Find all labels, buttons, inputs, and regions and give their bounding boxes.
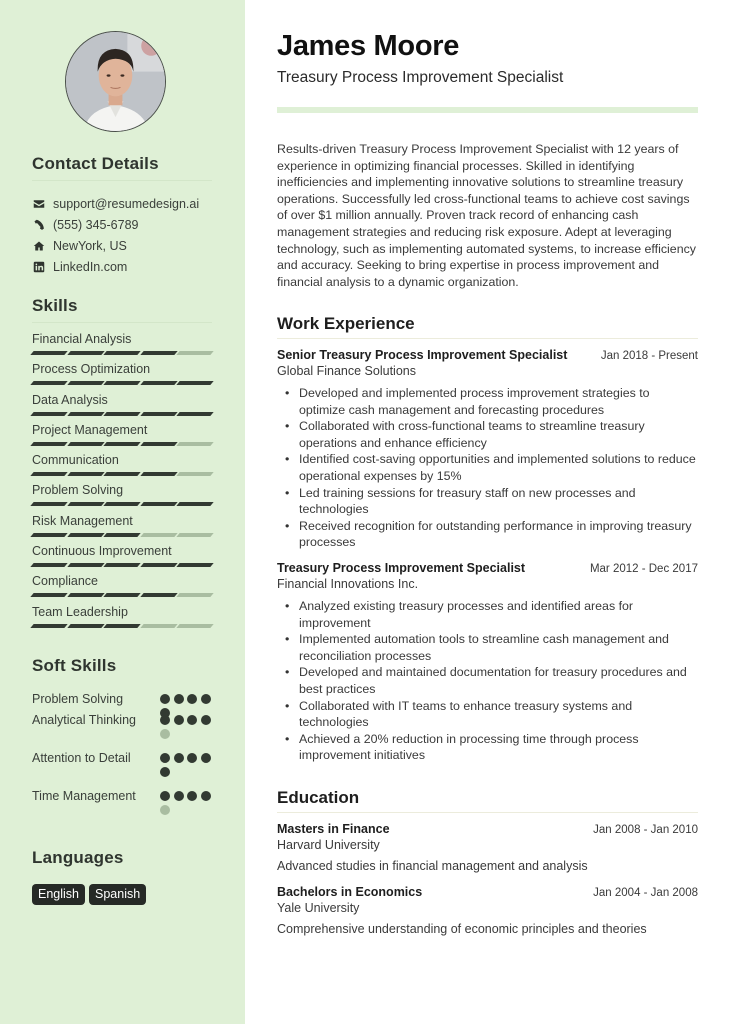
soft-skill-rating xyxy=(160,788,212,815)
skill-name: Data Analysis xyxy=(32,392,108,407)
contact-linkedin-text: LinkedIn.com xyxy=(53,259,128,274)
soft-skill-item xyxy=(32,712,212,739)
job-header xyxy=(277,348,698,362)
skill-level-segment xyxy=(67,563,104,567)
work-divider xyxy=(277,338,698,339)
job-header xyxy=(277,561,698,575)
skill-level-segment xyxy=(140,624,177,628)
contact-email[interactable] xyxy=(32,193,199,214)
skill-item xyxy=(32,361,212,391)
soft-skill-name: Attention to Detail xyxy=(32,751,131,765)
skill-level-bar xyxy=(32,412,212,416)
skill-level-segment xyxy=(30,442,67,446)
sidebar xyxy=(0,0,245,1024)
skill-item xyxy=(32,604,212,634)
skill-item xyxy=(32,452,212,482)
skill-level-segment xyxy=(67,381,104,385)
soft-skills-heading: Soft Skills xyxy=(32,656,117,675)
skill-level-bar xyxy=(32,472,212,476)
skill-level-segment xyxy=(30,593,67,597)
soft-skill-item xyxy=(32,750,212,777)
job-bullet: • Developed and maintained documentation for treasury procedures and best practices xyxy=(277,664,698,697)
education-entry xyxy=(277,885,698,937)
skill-name: Team Leadership xyxy=(32,604,128,619)
rating-dot xyxy=(160,791,170,801)
skill-level-segment xyxy=(176,563,213,567)
job-role: Treasury Process Improvement Specialist xyxy=(277,561,526,575)
skill-level-segment xyxy=(176,412,213,416)
skill-level-segment xyxy=(30,563,67,567)
job-bullet: • Analyzed existing treasury processes and identified areas for improvement xyxy=(277,598,698,631)
rating-dot xyxy=(201,715,211,725)
soft-skill-item xyxy=(32,788,212,815)
skill-level-segment xyxy=(30,351,67,355)
job-bullet: • Implemented automation tools to streamline cash management and reconciliation processes xyxy=(277,631,698,664)
education-header xyxy=(277,822,698,836)
skill-level-segment xyxy=(103,563,140,567)
job-bullet: • Led training sessions for treasury staff on new processes and technologies xyxy=(277,485,698,518)
skill-level-segment xyxy=(140,442,177,446)
education-dates: Jan 2008 - Jan 2010 xyxy=(593,824,698,836)
rating-dot xyxy=(174,753,184,763)
candidate-name: James Moore xyxy=(277,30,460,62)
skill-level-segment xyxy=(140,351,177,355)
contact-phone-text: (555) 345-6789 xyxy=(53,217,139,232)
skill-level-segment xyxy=(67,351,104,355)
skill-name: Communication xyxy=(32,453,119,468)
skill-level-segment xyxy=(103,533,140,537)
skill-item xyxy=(32,573,212,603)
profile-summary: Results-driven Treasury Process Improvement Specialist with 12 years of experience in optimizing financial processes. Skilled in identifying inefficiencies and implementing innovative solutions to streamline treasury operations. Successfully led cross-functional teams to achieve cost savings of over $1 million annually. Proven track record of enhancing cash management strategies and reducing risk exposure. Adept at leveraging technology, such as implementing automated systems, to increase efficiency and accuracy. Seeking to bring expertise in process improvement and financial analysis to a dynamic organization. xyxy=(277,142,696,289)
skill-name: Project Management xyxy=(32,422,148,437)
skill-level-segment xyxy=(30,624,67,628)
skill-level-bar xyxy=(32,533,212,537)
skill-level-segment xyxy=(176,442,213,446)
job-entry xyxy=(277,561,698,764)
skill-level-bar xyxy=(32,442,212,446)
skills-list xyxy=(32,331,212,634)
skill-level-bar xyxy=(32,624,212,628)
skill-item xyxy=(32,482,212,512)
skill-item xyxy=(32,513,212,543)
job-dates: Mar 2012 - Dec 2017 xyxy=(589,563,698,575)
skill-level-segment xyxy=(103,624,140,628)
skill-level-segment xyxy=(140,412,177,416)
rating-dot xyxy=(187,753,197,763)
skill-level-segment xyxy=(140,593,177,597)
job-bullets xyxy=(277,598,698,764)
education-entry xyxy=(277,822,698,874)
skill-level-segment xyxy=(176,624,213,628)
skill-level-segment xyxy=(103,442,140,446)
skills-heading: Skills xyxy=(32,296,78,315)
soft-skill-rating xyxy=(160,750,212,777)
job-bullet: • Achieved a 20% reduction in processing time through process improvement initiatives xyxy=(277,731,698,764)
soft-skill-name: Analytical Thinking xyxy=(32,713,136,727)
skill-level-segment xyxy=(140,563,177,567)
education-divider xyxy=(277,812,698,813)
phone-icon xyxy=(32,218,45,231)
skill-level-bar xyxy=(32,563,212,567)
rating-dot xyxy=(160,767,170,777)
main-content xyxy=(277,0,698,1024)
job-bullet: • Developed and implemented process improvement strategies to optimize cash management and forecasting procedures xyxy=(277,385,698,418)
work-experience-heading: Work Experience xyxy=(277,314,415,333)
education-school: Yale University xyxy=(277,901,360,915)
contact-phone[interactable] xyxy=(32,214,199,235)
job-bullets xyxy=(277,385,698,551)
contact-heading: Contact Details xyxy=(32,154,159,173)
education-dates: Jan 2004 - Jan 2008 xyxy=(593,887,698,899)
envelope-icon xyxy=(32,197,45,210)
skill-level-segment xyxy=(30,472,67,476)
skill-name: Financial Analysis xyxy=(32,332,132,346)
skill-level-segment xyxy=(176,533,213,537)
skill-level-segment xyxy=(140,533,177,537)
job-bullet: • Collaborated with cross-functional teams to streamline treasury operations and enhance efficiency xyxy=(277,418,698,451)
rating-dot xyxy=(160,715,170,725)
skills-divider xyxy=(32,322,212,323)
language-tag: English xyxy=(32,884,85,905)
rating-dot xyxy=(160,694,170,704)
rating-dot xyxy=(174,715,184,725)
rating-dot xyxy=(174,694,184,704)
skill-name: Continuous Improvement xyxy=(32,544,172,559)
skill-level-segment xyxy=(103,593,140,597)
skill-level-segment xyxy=(103,351,140,355)
contact-location xyxy=(32,235,199,256)
languages-heading: Languages xyxy=(32,848,124,867)
skill-level-segment xyxy=(140,381,177,385)
skill-level-segment xyxy=(176,593,213,597)
language-tag: Spanish xyxy=(89,884,146,905)
profile-photo xyxy=(65,31,166,132)
education-degree: Bachelors in Economics xyxy=(277,885,423,899)
job-bullet: • Identified cost-saving opportunities and implemented solutions to reduce operational expenses by 15% xyxy=(277,451,698,484)
skill-level-segment xyxy=(67,593,104,597)
skill-item xyxy=(32,331,212,361)
rating-dot xyxy=(160,729,170,739)
header-accent-bar xyxy=(277,107,698,113)
skill-level-segment xyxy=(140,472,177,476)
rating-dot xyxy=(201,791,211,801)
skill-level-bar xyxy=(32,502,212,506)
education-description: Comprehensive understanding of economic principles and theories xyxy=(277,922,647,936)
soft-skill-rating xyxy=(160,712,212,739)
contact-email-text: support@resumedesign.ai xyxy=(53,196,200,211)
skill-name: Risk Management xyxy=(32,513,133,528)
soft-skill-name: Problem Solving xyxy=(32,692,124,706)
skill-level-segment xyxy=(103,381,140,385)
contact-divider xyxy=(32,180,212,181)
linkedin-icon xyxy=(32,260,45,273)
skill-level-bar xyxy=(32,351,212,355)
job-company: Financial Innovations Inc. xyxy=(277,577,419,591)
skill-level-segment xyxy=(176,472,213,476)
skill-item xyxy=(32,422,212,452)
skill-level-segment xyxy=(67,472,104,476)
skill-level-segment xyxy=(67,442,104,446)
skill-level-segment xyxy=(140,502,177,506)
job-bullet: • Collaborated with IT teams to enhance treasury systems and technologies xyxy=(277,698,698,731)
skill-level-segment xyxy=(67,502,104,506)
job-company: Global Finance Solutions xyxy=(277,364,416,378)
rating-dot xyxy=(174,791,184,801)
skill-level-segment xyxy=(67,412,104,416)
skill-level-segment xyxy=(103,472,140,476)
rating-dot xyxy=(187,694,197,704)
job-entry xyxy=(277,348,698,551)
education-header xyxy=(277,885,698,899)
skill-name: Process Optimization xyxy=(32,362,151,377)
languages-list xyxy=(32,884,146,905)
skill-level-bar xyxy=(32,381,212,385)
skill-item xyxy=(32,392,212,422)
skill-level-segment xyxy=(30,533,67,537)
contact-location-text: NewYork, US xyxy=(53,238,127,253)
skill-level-segment xyxy=(176,351,213,355)
candidate-title: Treasury Process Improvement Specialist xyxy=(277,69,564,86)
soft-skill-name: Time Management xyxy=(32,789,136,803)
rating-dot xyxy=(160,805,170,815)
skill-level-segment xyxy=(30,502,67,506)
skill-name: Compliance xyxy=(32,574,99,589)
skill-level-segment xyxy=(67,533,104,537)
education-description: Advanced studies in financial management and analysis xyxy=(277,859,588,873)
skill-level-segment xyxy=(176,502,213,506)
rating-dot xyxy=(187,715,197,725)
education-degree: Masters in Finance xyxy=(277,822,390,836)
skill-level-segment xyxy=(67,624,104,628)
rating-dot xyxy=(201,694,211,704)
job-bullet: • Received recognition for outstanding performance in improving treasury processes xyxy=(277,518,698,551)
contact-linkedin[interactable] xyxy=(32,256,199,277)
skill-level-segment xyxy=(103,412,140,416)
education-school: Harvard University xyxy=(277,838,380,852)
avatar-portrait-icon xyxy=(66,32,165,131)
job-dates: Jan 2018 - Present xyxy=(600,350,698,362)
rating-dot xyxy=(201,753,211,763)
home-icon xyxy=(32,239,45,252)
skill-level-segment xyxy=(30,381,67,385)
skill-item xyxy=(32,543,212,573)
education-heading: Education xyxy=(277,788,360,807)
skill-level-segment xyxy=(176,381,213,385)
contact-list xyxy=(32,193,199,277)
skill-name: Problem Solving xyxy=(32,483,124,498)
rating-dot xyxy=(187,791,197,801)
skill-level-segment xyxy=(30,412,67,416)
skill-level-bar xyxy=(32,593,212,597)
skill-level-segment xyxy=(103,502,140,506)
job-role: Senior Treasury Process Improvement Specialist xyxy=(277,348,568,362)
rating-dot xyxy=(160,753,170,763)
